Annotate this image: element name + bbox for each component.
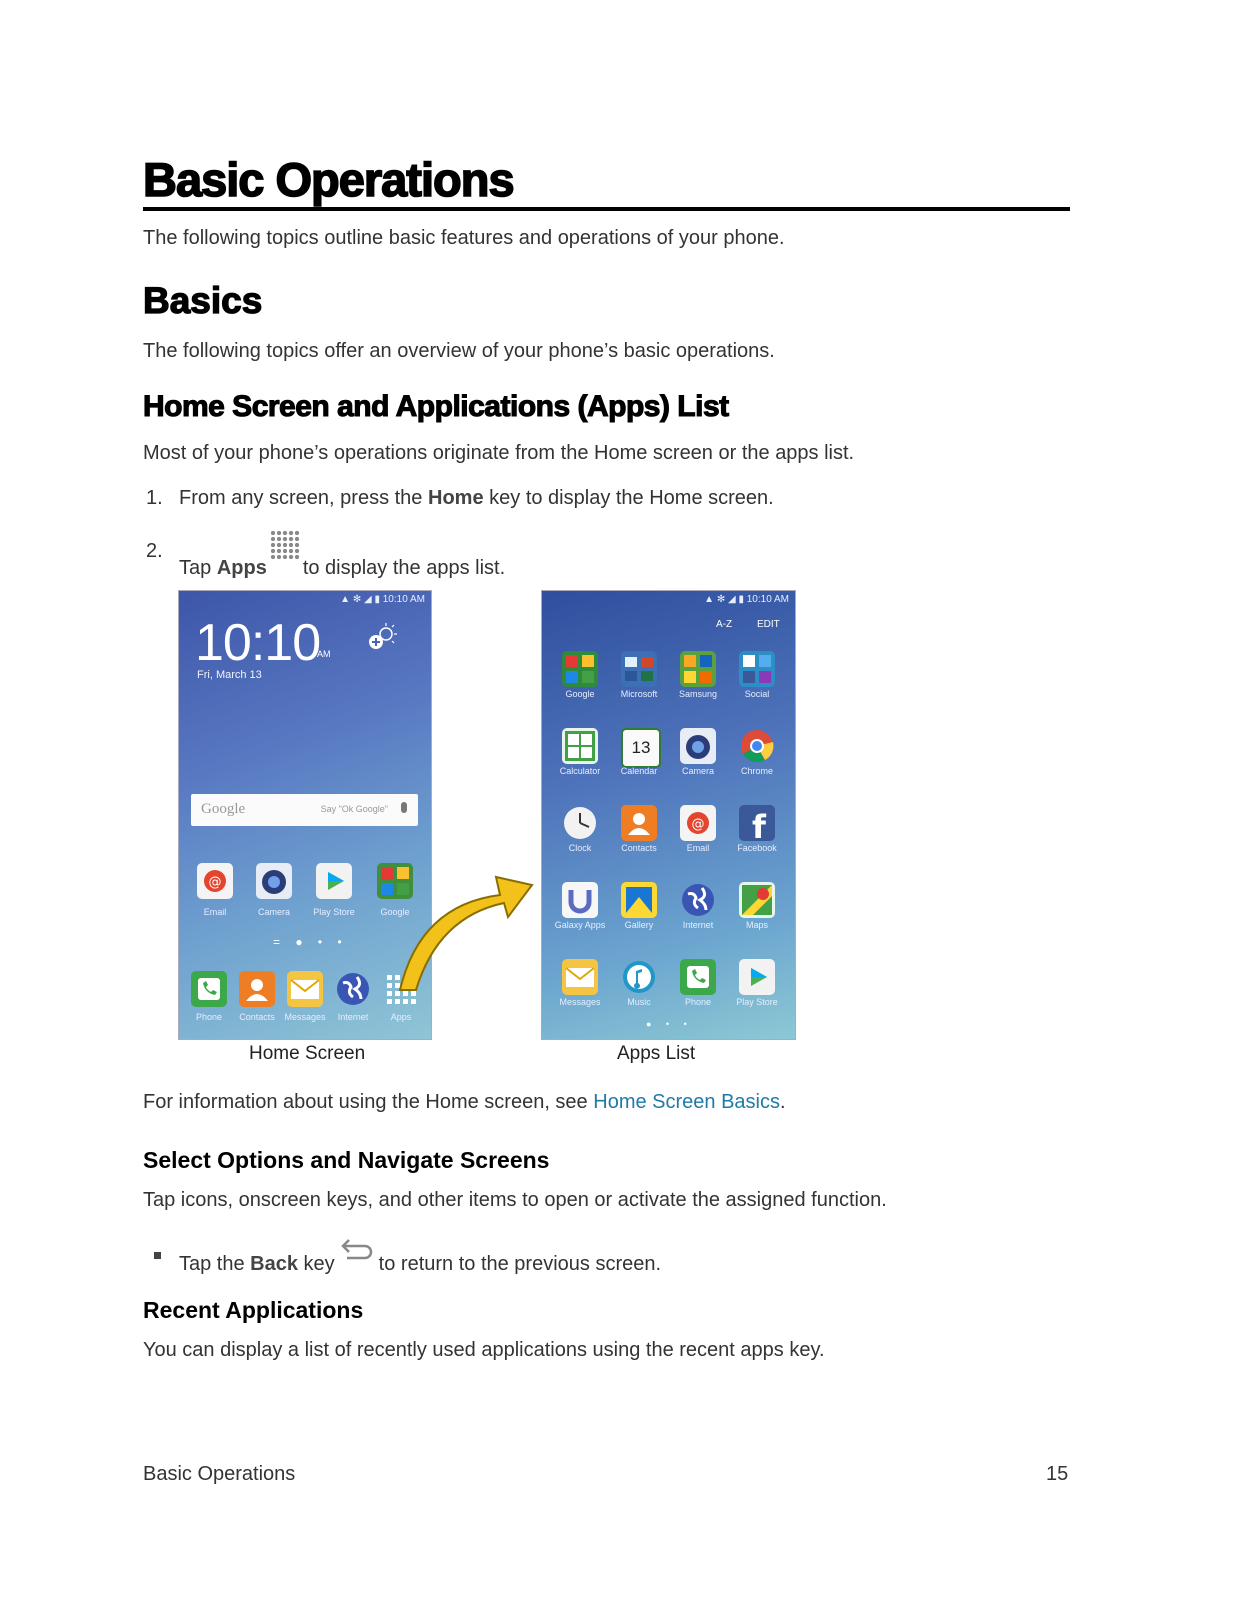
page-number: 15 <box>1046 1463 1069 1485</box>
home-status-bar: ▲ ✻ ◢ ▮ 10:10 AM <box>340 594 425 605</box>
recent-apps-title: Recent Applications <box>143 1297 364 1323</box>
step-2-post: to display the apps list. <box>302 557 506 579</box>
dock-label: Contacts <box>239 1012 275 1022</box>
contacts-icon <box>239 971 275 1007</box>
title-rule <box>143 207 1070 211</box>
page-indicator: ● • • <box>646 1019 693 1029</box>
apps-list-label: Google <box>565 689 595 699</box>
music-icon <box>621 959 657 995</box>
dock-label: Phone <box>195 1012 223 1022</box>
dock-label: Internet <box>337 1012 369 1022</box>
apps-list-label: Facebook <box>737 843 777 853</box>
home-app-label: Google <box>380 907 410 917</box>
apps-list-label: Music <box>627 997 651 1007</box>
apps-list-label: Samsung <box>678 689 718 699</box>
back-pre: Tap the <box>179 1253 245 1275</box>
calculator-icon <box>562 728 598 764</box>
edit-button: EDIT <box>757 619 780 630</box>
info-post: . <box>780 1091 786 1113</box>
subsection-text: Most of your phone’s operations originate from the Home screen or the apps list. <box>143 442 855 464</box>
play-store-icon <box>739 959 775 995</box>
clock-icon <box>562 805 598 841</box>
calendar-day: 13 <box>631 738 651 757</box>
messages-icon <box>562 959 598 995</box>
apps-list-label: Phone <box>684 997 712 1007</box>
apps-list-label: Play Store <box>736 997 778 1007</box>
dock-label: Apps <box>390 1012 412 1022</box>
svg-text:@: @ <box>691 817 705 832</box>
apps-label: Apps <box>216 557 267 579</box>
apps-list-label: Microsoft <box>620 689 658 699</box>
google-logo: Google <box>201 801 246 817</box>
svg-text:@: @ <box>208 875 222 890</box>
apps-list-label: Camera <box>681 766 714 776</box>
weather-icon <box>367 621 397 651</box>
home-screen-basics-link[interactable]: Home Screen Basics <box>593 1091 780 1113</box>
step-1-pre: From any screen, press the <box>179 487 423 509</box>
galaxy-apps-icon <box>562 882 598 918</box>
home-app-label: Camera <box>257 907 290 917</box>
back-key-item <box>179 1236 661 1276</box>
apps-grid-icon <box>270 530 300 560</box>
apps-list-label: Chrome <box>740 766 773 776</box>
apps-list-label: Social <box>744 689 770 699</box>
email-icon <box>197 863 233 899</box>
info-pre: For information about using the Home screen, see <box>143 1091 588 1113</box>
apps-status-bar: ▲ ✻ ◢ ▮ 10:10 AM <box>704 594 789 605</box>
home-ampm: AM <box>317 649 331 659</box>
apps-list-label: Galaxy Apps <box>554 920 606 930</box>
intro-text: The following topics outline basic features and operations of your phone. <box>143 227 785 249</box>
step-1-post: key to display the Home screen. <box>489 487 774 509</box>
home-app-label: Email <box>203 907 227 917</box>
step-1 <box>179 487 774 510</box>
samsung-folder-icon <box>680 651 716 687</box>
svg-text:f: f <box>752 808 766 841</box>
home-key-label: Home <box>428 487 484 509</box>
phone-icon <box>191 971 227 1007</box>
google-search-bar <box>191 794 418 826</box>
apps-list-label: Maps <box>745 920 768 930</box>
section-title: Basics <box>143 280 263 321</box>
select-options-title: Select Options and Navigate Screens <box>143 1147 550 1173</box>
home-date: Fri, March 13 <box>197 669 262 681</box>
page-title: Basic Operations <box>143 153 514 206</box>
apps-list-label: Messages <box>559 997 601 1007</box>
dock-label: Messages <box>284 1012 326 1022</box>
step-2 <box>179 530 505 580</box>
apps-list-image <box>541 590 796 1040</box>
google-folder-icon <box>562 651 598 687</box>
mic-icon <box>401 802 407 813</box>
apps-list-label: Email <box>686 843 710 853</box>
back-icon <box>339 1236 375 1264</box>
back-key-label: Back <box>250 1253 298 1275</box>
apps-list-label: Clock <box>568 843 592 853</box>
apps-list-label: Calendar <box>620 766 658 776</box>
google-hint: Say "Ok Google" <box>320 804 388 814</box>
camera-icon <box>680 728 716 764</box>
bullet <box>154 1252 161 1259</box>
info-text <box>143 1091 786 1114</box>
apps-list-label: Calculator <box>559 766 601 776</box>
internet-icon <box>335 971 371 1007</box>
step-2-number: 2. <box>146 540 163 562</box>
subsection-title: Home Screen and Applications (Apps) List <box>143 390 729 423</box>
social-folder-icon <box>739 651 775 687</box>
home-screen-caption: Home Screen <box>249 1043 366 1064</box>
microsoft-folder-icon <box>621 651 657 687</box>
back-mid: key <box>303 1253 335 1275</box>
maps-icon <box>739 882 775 918</box>
phone-icon <box>680 959 716 995</box>
apps-list-caption: Apps List <box>617 1043 696 1064</box>
internet-icon <box>680 882 716 918</box>
az-button: A-Z <box>716 619 733 630</box>
chrome-icon <box>739 728 775 764</box>
calendar-icon <box>621 728 661 768</box>
gallery-icon <box>621 882 657 918</box>
facebook-icon <box>739 805 775 841</box>
recent-apps-text: You can display a list of recently used applications using the recent apps key. <box>143 1339 825 1361</box>
apps-list-label: Gallery <box>624 920 654 930</box>
page-indicator: = ● • • <box>273 935 348 949</box>
step-2-pre: Tap <box>179 557 212 579</box>
select-options-text: Tap icons, onscreen keys, and other items to open or activate the assigned function. <box>143 1189 887 1211</box>
messages-icon <box>287 971 323 1007</box>
back-post: to return to the previous screen. <box>378 1253 662 1275</box>
arrow-icon <box>390 865 540 995</box>
step-1-number: 1. <box>146 487 163 509</box>
section-text: The following topics offer an overview of your phone’s basic operations. <box>143 340 775 362</box>
apps-list-label: Contacts <box>621 843 657 853</box>
footer-section: Basic Operations <box>143 1463 296 1485</box>
play-store-icon <box>316 863 352 899</box>
contacts-icon <box>621 805 657 841</box>
home-app-label: Play Store <box>313 907 355 917</box>
home-clock: 10:10 <box>195 614 321 672</box>
camera-icon <box>256 863 292 899</box>
email-icon <box>680 805 716 841</box>
apps-list-label: Internet <box>682 920 714 930</box>
